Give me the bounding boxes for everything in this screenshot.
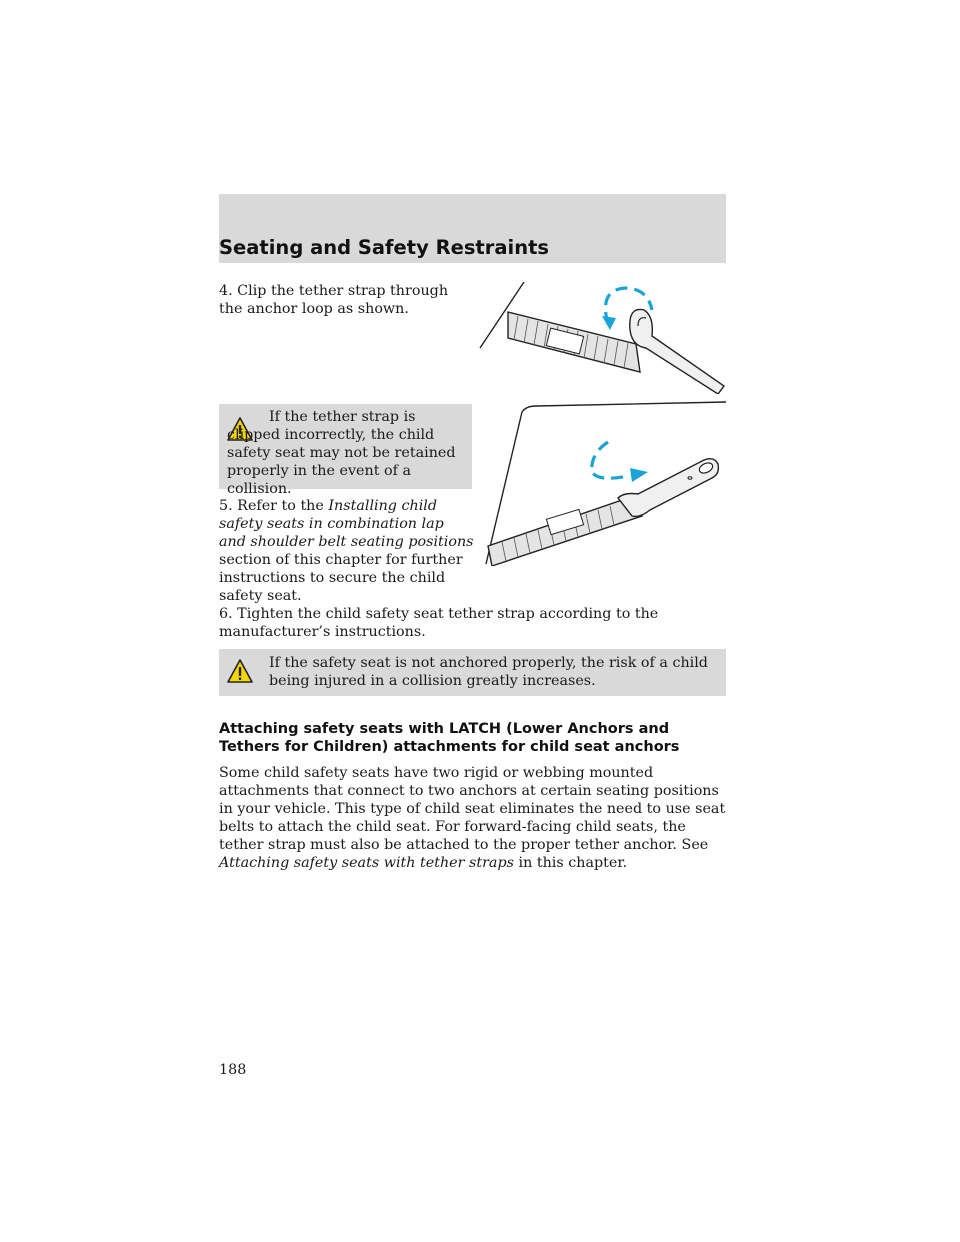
latch-body-pre: Some child safety seats have two rigid or webbing mounted attachments that connect to two anchors at certain seating positions in your vehicle. This type of child seat eliminates the need to use seat belts to attach the child seat. For forward-facing child seats, the tether strap must also be attached to the proper tether anchor. See xyxy=(219,765,726,853)
latch-body-text xyxy=(219,764,734,872)
latch-heading: Attaching safety seats with LATCH (Lower Anchors and Tethers for Children) attachments for child seat anchors xyxy=(219,721,680,755)
step-5-reference: Installing child safety seats in combination lap and shoulder belt seating positions xyxy=(219,498,474,550)
tether-clip-illustration xyxy=(478,282,728,394)
page-number: 188 xyxy=(219,1062,247,1078)
step-5-text xyxy=(219,497,474,605)
latch-body-reference: Attaching safety seats with tether straps xyxy=(219,855,514,871)
warning-text-tether-clip: If the tether strap is clipped incorrectly, the child safety seat may not be retained properly in the event of a collision. xyxy=(227,409,456,497)
step-4-text: 4. Clip the tether strap through the anchor loop as shown. xyxy=(219,283,449,317)
warning-text-anchoring: If the safety seat is not anchored properly, the risk of a child being injured in a collision greatly increases. xyxy=(269,655,708,689)
step-5-post: section of this chapter for further instructions to secure the child safety seat. xyxy=(219,552,463,604)
step-5-pre: 5. Refer to the xyxy=(219,498,324,514)
step-6-text: 6. Tighten the child safety seat tether strap according to the manufacturer’s instructions. xyxy=(219,606,659,640)
latch-body-post: in this chapter. xyxy=(518,855,628,871)
section-title: Seating and Safety Restraints xyxy=(219,236,550,259)
tether-hook-illustration xyxy=(478,398,728,566)
warning-triangle-icon xyxy=(226,658,254,684)
